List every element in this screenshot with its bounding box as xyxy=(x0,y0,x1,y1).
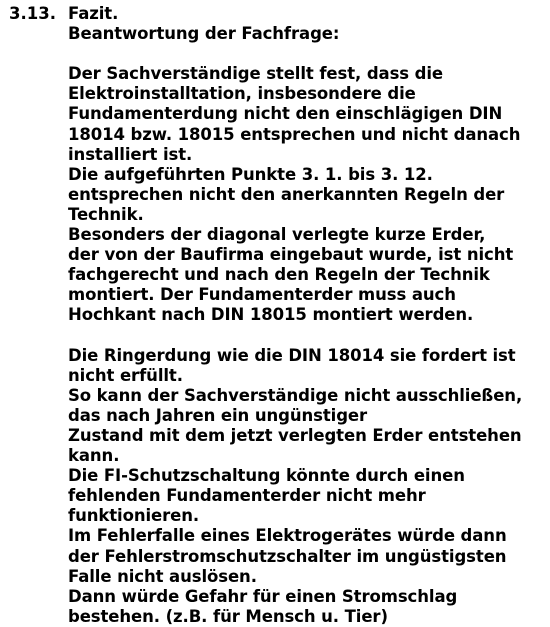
text-line: entsprechen nicht den anerkannten Regeln der xyxy=(68,184,505,204)
text-line: kann. xyxy=(68,446,120,466)
text-line: Hochkant nach DIN 18015 montiert werden. xyxy=(68,305,474,325)
text-line: fachgerecht und nach den Regeln der Technik xyxy=(68,265,490,285)
text-line: Elektroinstalltation, insbesondere die xyxy=(68,84,416,104)
paragraph-consequences xyxy=(68,346,550,627)
text-line: Dann würde Gefahr für einen Stromschlag xyxy=(68,586,458,606)
text-line: Die aufgeführten Punkte 3. 1. bis 3. 12. xyxy=(68,164,433,184)
text-line: Im Fehlerfalle eines Elektrogerätes würde dann xyxy=(68,526,507,546)
section-number: 3.13. xyxy=(9,4,56,23)
text-line: der Fehlerstromschutzschalter im ungüstigsten xyxy=(68,546,507,566)
text-line: Die Ringerdung wie die DIN 18014 sie fordert ist xyxy=(68,345,516,365)
section-title: Fazit. xyxy=(68,4,119,23)
text-line: installiert ist. xyxy=(68,144,193,164)
text-line: So kann der Sachverständige nicht ausschließen, xyxy=(68,385,523,405)
text-line: Technik. xyxy=(68,204,144,224)
text-line: Der Sachverständige stellt fest, dass die xyxy=(68,64,444,84)
paragraph-spacer xyxy=(68,326,550,346)
text-line: Die FI-Schutzschaltung könnte durch einen xyxy=(68,466,465,486)
text-line: bestehen. (z.B. für Mensch u. Tier) xyxy=(68,606,388,626)
text-line: montiert. Der Fundamenterder muss auch xyxy=(68,285,456,305)
text-line: funktionieren. xyxy=(68,506,200,526)
text-line: Zustand mit dem jetzt verlegten Erder entstehen xyxy=(68,425,522,445)
text-line: das nach Jahren ein ungünstiger xyxy=(68,405,368,425)
text-line: Fundamenterdung nicht den einschlägigen DIN xyxy=(68,104,503,124)
paragraph-spacer xyxy=(68,44,550,64)
text-line: der von der Baufirma eingebaut wurde, ist nicht xyxy=(68,245,514,265)
text-line: fehlenden Fundamenterder nicht mehr xyxy=(68,486,426,506)
section-content xyxy=(68,4,550,627)
text-line: 18014 bzw. 18015 entsprechen und nicht danach xyxy=(68,124,521,144)
text-line: Falle nicht auslösen. xyxy=(68,566,257,586)
text-line: Besonders der diagonal verlegte kurze Erder, xyxy=(68,225,486,245)
paragraph-findings xyxy=(68,64,550,325)
section-subtitle: Beantwortung der Fachfrage: xyxy=(68,24,340,44)
text-line: nicht erfüllt. xyxy=(68,365,183,385)
